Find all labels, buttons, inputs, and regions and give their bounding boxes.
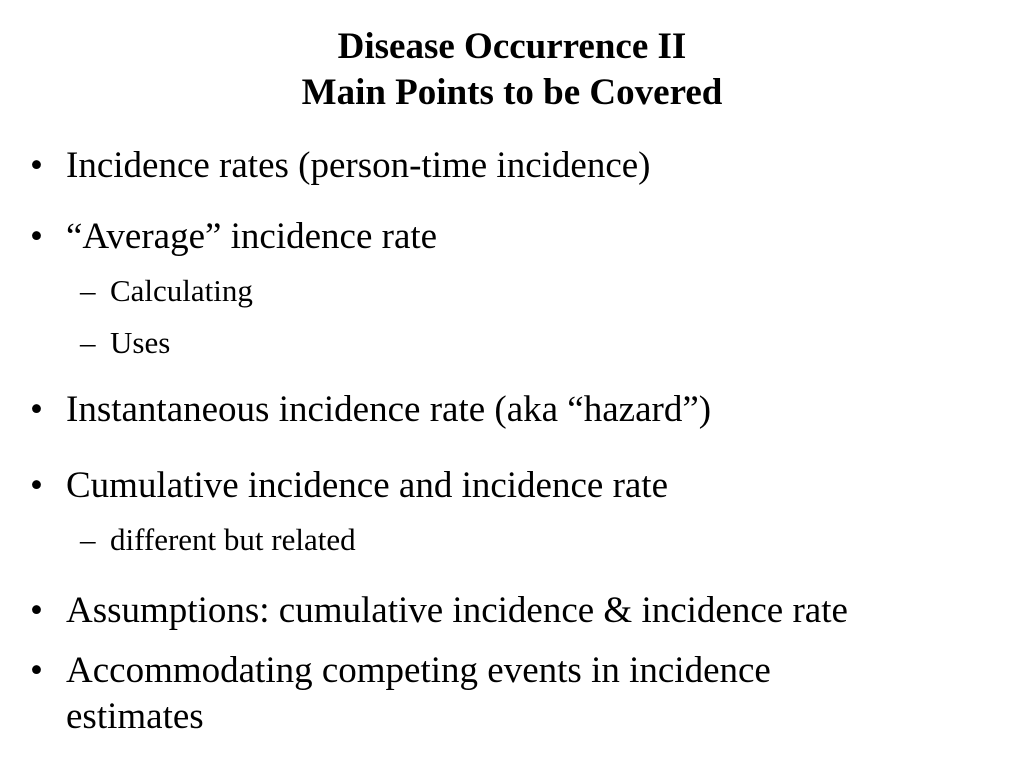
bullet-text-line-2: estimates bbox=[66, 696, 204, 737]
bullet-average-incidence-rate bbox=[30, 214, 437, 260]
bullet-glyph: • bbox=[30, 590, 43, 631]
dash-glyph: – bbox=[80, 273, 96, 308]
bullet-text: Instantaneous incidence rate (aka “hazard”) bbox=[66, 389, 712, 430]
bullet-glyph: • bbox=[30, 389, 43, 430]
sub-bullet-calculating bbox=[80, 272, 253, 310]
bullet-text: Cumulative incidence and incidence rate bbox=[66, 465, 669, 506]
bullet-instantaneous-incidence-rate bbox=[30, 387, 711, 433]
bullet-competing-events bbox=[30, 648, 771, 740]
title-line-1: Disease Occurrence II bbox=[337, 26, 687, 67]
bullet-text: Assumptions: cumulative incidence & incidence rate bbox=[66, 590, 848, 631]
sub-bullet-text: Calculating bbox=[110, 273, 253, 308]
dash-glyph: – bbox=[80, 325, 96, 360]
sub-bullet-uses bbox=[80, 324, 170, 362]
slide-title bbox=[0, 24, 1024, 116]
title-line-2: Main Points to be Covered bbox=[301, 72, 723, 113]
sub-bullet-text: different but related bbox=[110, 522, 356, 557]
sub-bullet-text: Uses bbox=[110, 325, 171, 360]
bullet-glyph: • bbox=[30, 216, 43, 257]
dash-glyph: – bbox=[80, 522, 96, 557]
bullet-glyph: • bbox=[30, 145, 43, 186]
bullet-text-line-1: Accommodating competing events in incidence bbox=[66, 650, 771, 691]
bullet-text: Incidence rates (person-time incidence) bbox=[66, 145, 651, 186]
bullet-glyph: • bbox=[30, 650, 43, 691]
bullet-cumulative-incidence bbox=[30, 463, 668, 509]
bullet-text: “Average” incidence rate bbox=[66, 216, 438, 257]
bullet-assumptions bbox=[30, 588, 848, 634]
sub-bullet-different-but-related bbox=[80, 521, 356, 559]
bullet-incidence-rates bbox=[30, 143, 651, 189]
bullet-glyph: • bbox=[30, 465, 43, 506]
